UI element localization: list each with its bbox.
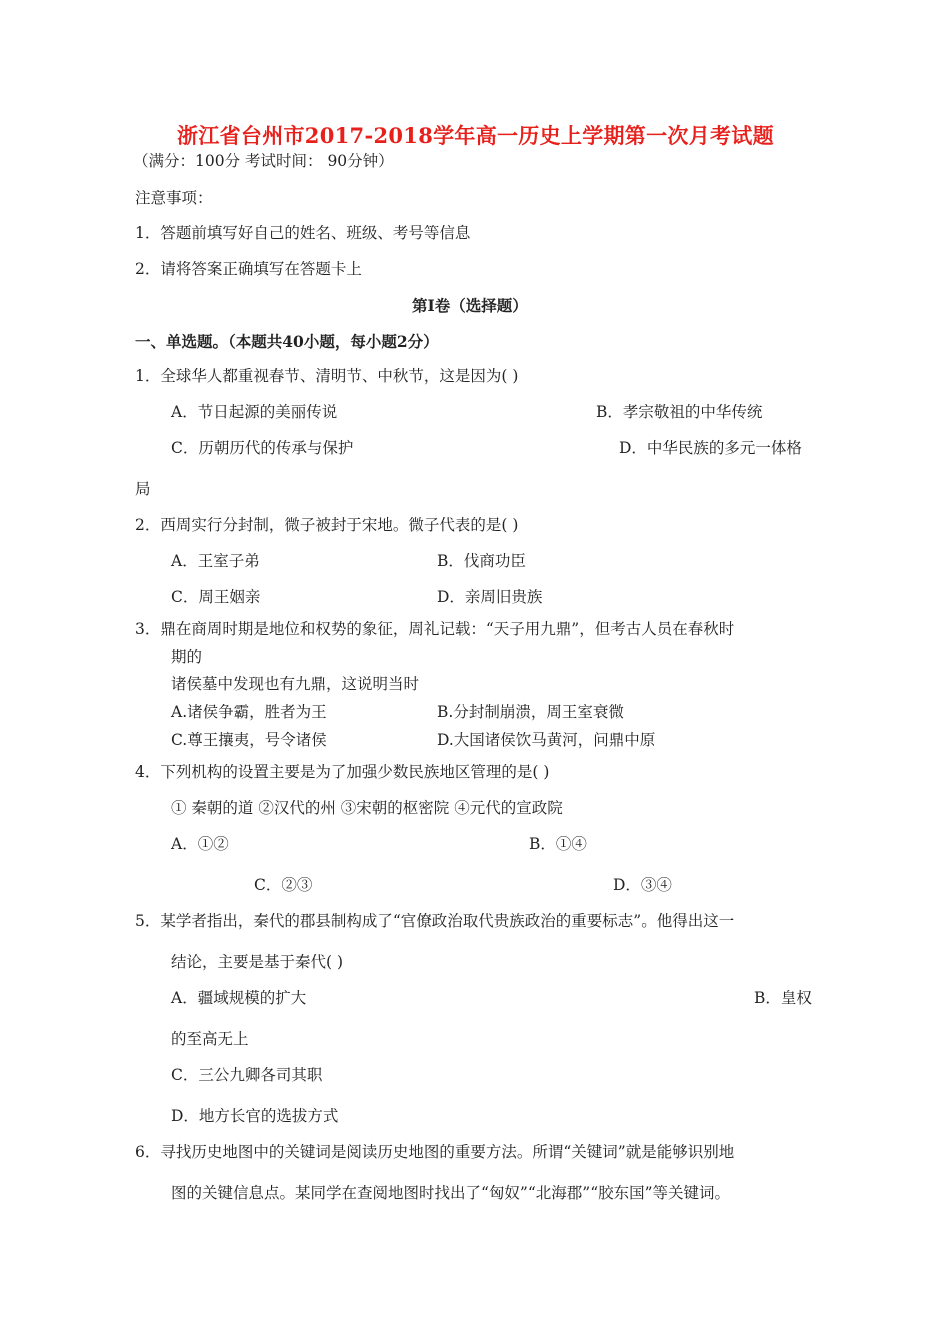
option-d: D．中华民族的多元一体格 [619, 439, 802, 457]
question-stem: 1．全球华人都重视春节、清明节、中秋节，这是因为( ) [135, 367, 519, 385]
option-a: A．节日起源的美丽传说 [171, 403, 338, 421]
option-c: C.尊王攘夷，号令诸侯 [171, 731, 327, 749]
question-items: ① 秦朝的道 ②汉代的州 ③宋朝的枢密院 ④元代的宣政院 [171, 799, 563, 817]
option-b: B．孝宗敬祖的中华传统 [596, 403, 763, 421]
question-stem-continuation: 期的 [171, 648, 203, 666]
option-a: A．疆域规模的扩大 [171, 989, 307, 1007]
option-d: D．地方长官的选拔方式 [171, 1107, 339, 1125]
question-stem: 6．寻找历史地图中的关键词是阅读历史地图的重要方法。所谓“关键词”就是能够识别地 [135, 1143, 735, 1161]
exam-info: （满分：100分 考试时间： 90分钟） [133, 152, 394, 170]
option-b-continuation: 的至高无上 [171, 1030, 249, 1048]
notice-heading: 注意事项： [135, 189, 213, 207]
option-a: A.诸侯争霸，胜者为王 [171, 703, 327, 721]
question-stem-continuation: 诸侯墓中发现也有九鼎，这说明当时 [171, 675, 420, 693]
question-stem: 2．西周实行分封制，微子被封于宋地。微子代表的是( ) [135, 516, 519, 534]
option-c: C．②③ [254, 876, 313, 894]
option-b: B．伐商功臣 [437, 552, 526, 570]
question-stem: 4．下列机构的设置主要是为了加强少数民族地区管理的是( ) [135, 763, 550, 781]
notice-item: 2．请将答案正确填写在答题卡上 [135, 260, 362, 278]
option-a: A．王室子弟 [171, 552, 260, 570]
option-c: C．周王姻亲 [171, 588, 261, 606]
option-c: C．历朝历代的传承与保护 [171, 439, 354, 457]
volume-title: 第Ⅰ卷（选择题） [412, 296, 528, 315]
notice-item: 1．答题前填写好自己的姓名、班级、考号等信息 [135, 224, 471, 242]
question-stem-continuation: 结论，主要是基于秦代( ) [171, 953, 344, 971]
option-d: D.大国诸侯饮马黄河，问鼎中原 [437, 731, 656, 749]
question-stem: 3．鼎在商周时期是地位和权势的象征，周礼记载：“天子用九鼎”，但考古人员在春秋时 [135, 620, 735, 638]
option-d-continuation: 局 [135, 480, 151, 498]
question-stem-continuation: 图的关键信息点。某同学在查阅地图时找出了“匈奴”“北海郡”“胶东国”等关键词。 [171, 1184, 731, 1202]
section-title: 一、单选题。（本题共40小题，每小题2分） [135, 332, 439, 351]
option-b: B.分封制崩溃，周王室衰微 [437, 703, 624, 721]
option-b: B．①④ [529, 835, 587, 853]
option-b: B．皇权 [754, 989, 812, 1007]
option-a: A．①② [171, 835, 229, 853]
option-d: D．③④ [613, 876, 672, 894]
document-title: 浙江省台州市2017-2018学年高一历史上学期第一次月考试题 [177, 123, 774, 148]
question-stem: 5．某学者指出，秦代的郡县制构成了“官僚政治取代贵族政治的重要标志”。他得出这一 [135, 912, 735, 930]
option-c: C．三公九卿各司其职 [171, 1066, 323, 1084]
option-d: D．亲周旧贵族 [437, 588, 543, 606]
